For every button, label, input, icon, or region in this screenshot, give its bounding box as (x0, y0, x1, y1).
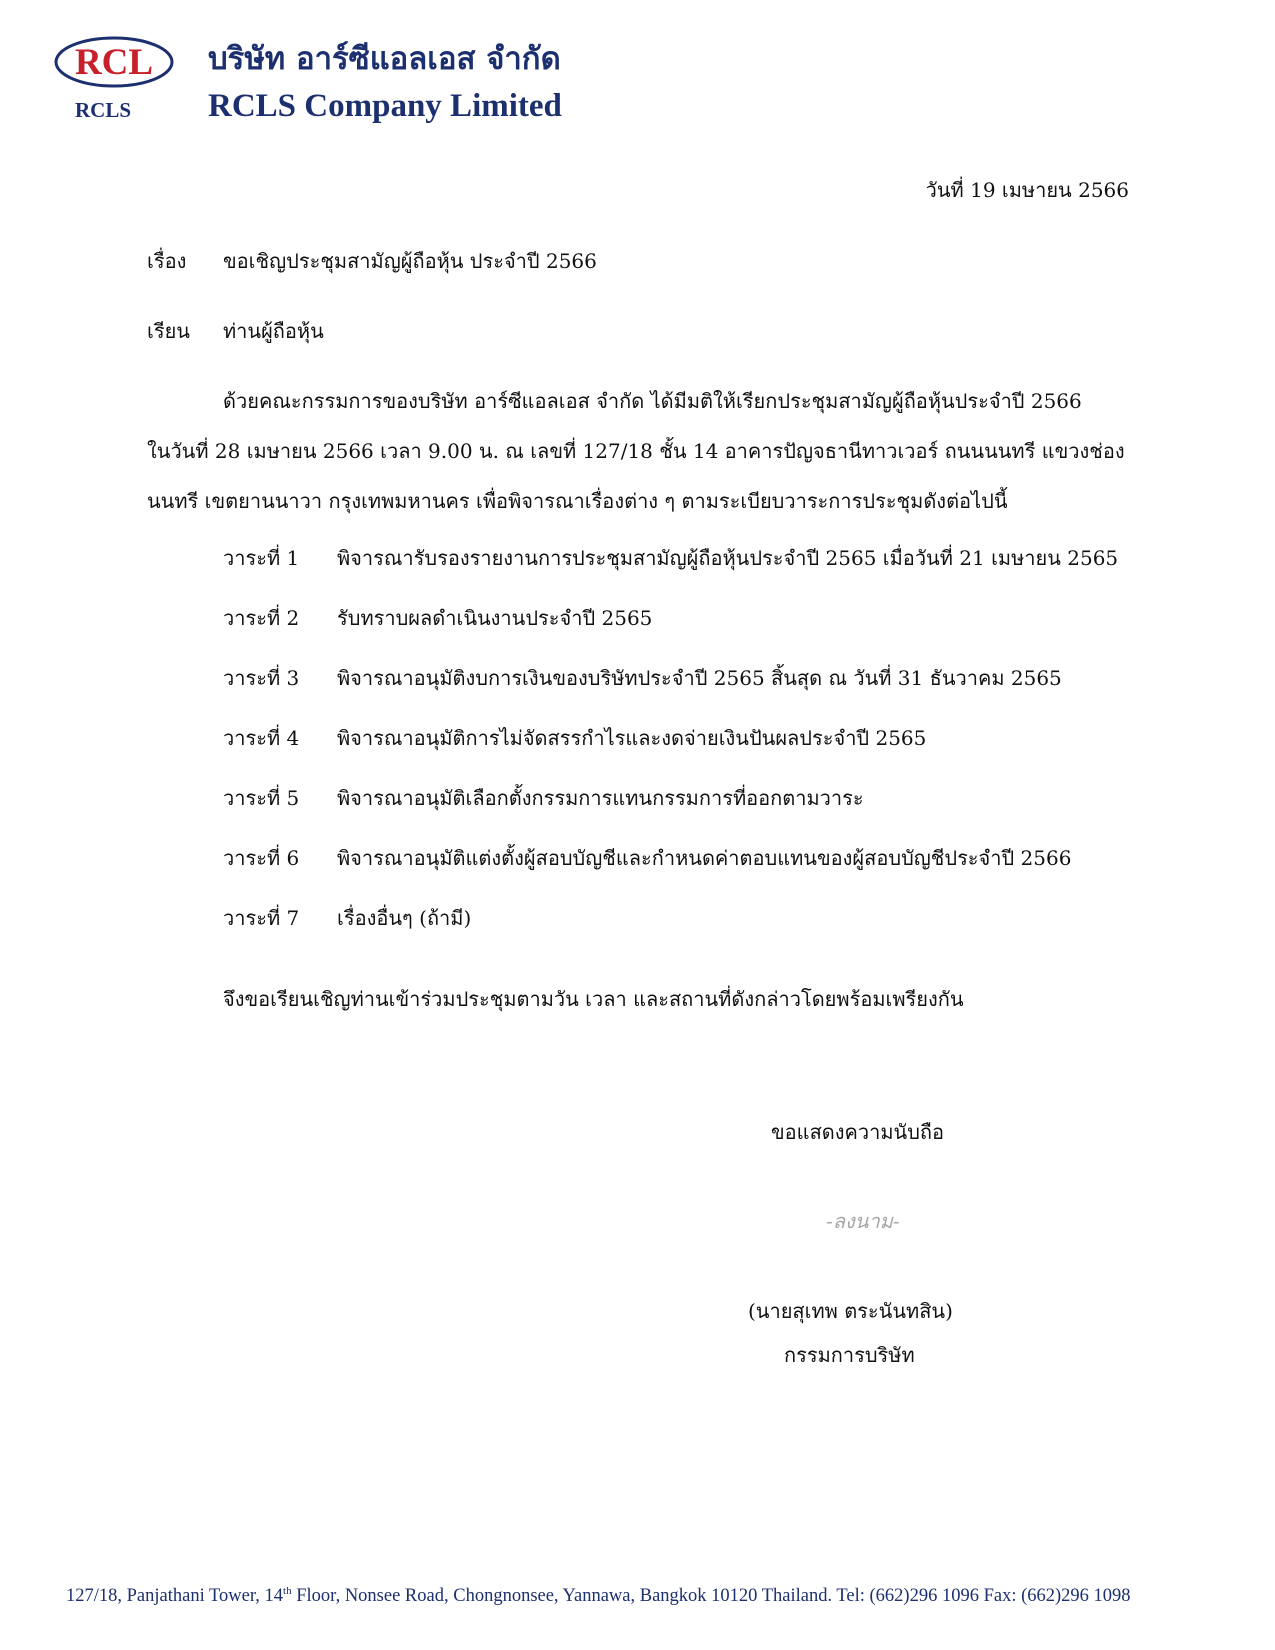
agenda-title: พิจารณาอนุมัติเลือกตั้งกรรมการแทนกรรมการที่ออกตามวาระ (337, 786, 864, 810)
regards-text: ขอแสดงความนับถือ (771, 1120, 945, 1144)
agenda-title: พิจารณารับรองรายงานการประชุมสามัญผู้ถือหุ้นประจำปี 2565 เมื่อวันที่ 21 เมษายน 2565 (337, 546, 1119, 570)
agenda-title: พิจารณาอนุมัติแต่งตั้งผู้สอบบัญชีและกำหนดค่าตอบแทนของผู้สอบบัญชีประจำปี 2566 (337, 846, 1072, 870)
agenda-item (223, 904, 1123, 964)
subject-text: ขอเชิญประชุมสามัญผู้ถือหุ้น ประจำปี 2566 (223, 249, 597, 273)
agenda-title: พิจารณาอนุมัติงบการเงินของบริษัทประจำปี 2565 สิ้นสุด ณ วันที่ 31 ธันวาคม 2565 (337, 666, 1062, 690)
agenda-number: วาระที่ 1 (223, 546, 300, 570)
recipient-label: เรียน (147, 319, 190, 343)
footer-address (66, 1585, 1131, 1607)
subject-label: เรื่อง (147, 249, 187, 273)
body-line: นนทรี เขตยานนาวา กรุงเทพมหานคร เพื่อพิจารณาเรื่องต่าง ๆ ตามระเบียบวาระการประชุมดังต่อไปนี้ (147, 489, 1008, 513)
letter-date: วันที่ 19 เมษายน 2566 (925, 178, 1129, 202)
agenda-title: พิจารณาอนุมัติการไม่จัดสรรกำไรและงดจ่ายเงินปันผลประจำปี 2565 (337, 726, 927, 750)
agenda-number: วาระที่ 2 (223, 606, 300, 630)
agenda-item (223, 784, 1123, 844)
agenda-title: เรื่องอื่นๆ (ถ้ามี) (337, 906, 472, 930)
agenda-number: วาระที่ 6 (223, 846, 300, 870)
logo-abbreviation: RCLS (75, 98, 132, 122)
body-line: ในวันที่ 28 เมษายน 2566 เวลา 9.00 น. ณ เลขที่ 127/18 ชั้น 14 อาคารปัญจธานีทาวเวอร์ ถนนนนทรี แขวงช่อง (147, 439, 1125, 463)
agenda-item (223, 544, 1123, 604)
agenda-number: วาระที่ 7 (223, 906, 300, 930)
signature-placeholder: -ลงนาม- (826, 1209, 900, 1233)
agenda-item (223, 724, 1123, 784)
recipient-text: ท่านผู้ถือหุ้น (223, 319, 324, 343)
agenda-item (223, 664, 1123, 724)
company-name-english: RCLS Company Limited (208, 88, 562, 124)
logo-text: RCL (74, 42, 154, 83)
footer-address-pre: 127/18, Panjathani Tower, 14 (66, 1586, 284, 1607)
agenda-item (223, 844, 1123, 904)
footer-address-post: Floor, Nonsee Road, Chongnonsee, Yannawa, Bangkok 10120 Thailand. Tel: (662)296 1096 Fax: (662)296 1098 (291, 1586, 1131, 1607)
closing-text: จึงขอเรียนเชิญท่านเข้าร่วมประชุมตามวัน เวลา และสถานที่ดังกล่าวโดยพร้อมเพรียงกัน (223, 987, 964, 1011)
agenda-list (223, 544, 1123, 964)
signer-name: (นายสุเทพ ตระนันทสิน) (748, 1299, 953, 1323)
company-name-thai: บริษัท อาร์ซีแอลเอส จำกัด (208, 41, 561, 77)
footer-address-sup: th (283, 1585, 292, 1597)
agenda-title: รับทราบผลดำเนินงานประจำปี 2565 (337, 606, 653, 630)
body-paragraph (147, 376, 1127, 526)
agenda-item (223, 604, 1123, 664)
agenda-number: วาระที่ 3 (223, 666, 300, 690)
body-line: ด้วยคณะกรรมการของบริษัท อาร์ซีแอลเอส จำกัด ได้มีมติให้เรียกประชุมสามัญผู้ถือหุ้นประจำปี 2566 (223, 389, 1082, 413)
company-logo (53, 34, 175, 90)
agenda-number: วาระที่ 4 (223, 726, 300, 750)
agenda-number: วาระที่ 5 (223, 786, 300, 810)
signer-position: กรรมการบริษัท (784, 1343, 915, 1367)
